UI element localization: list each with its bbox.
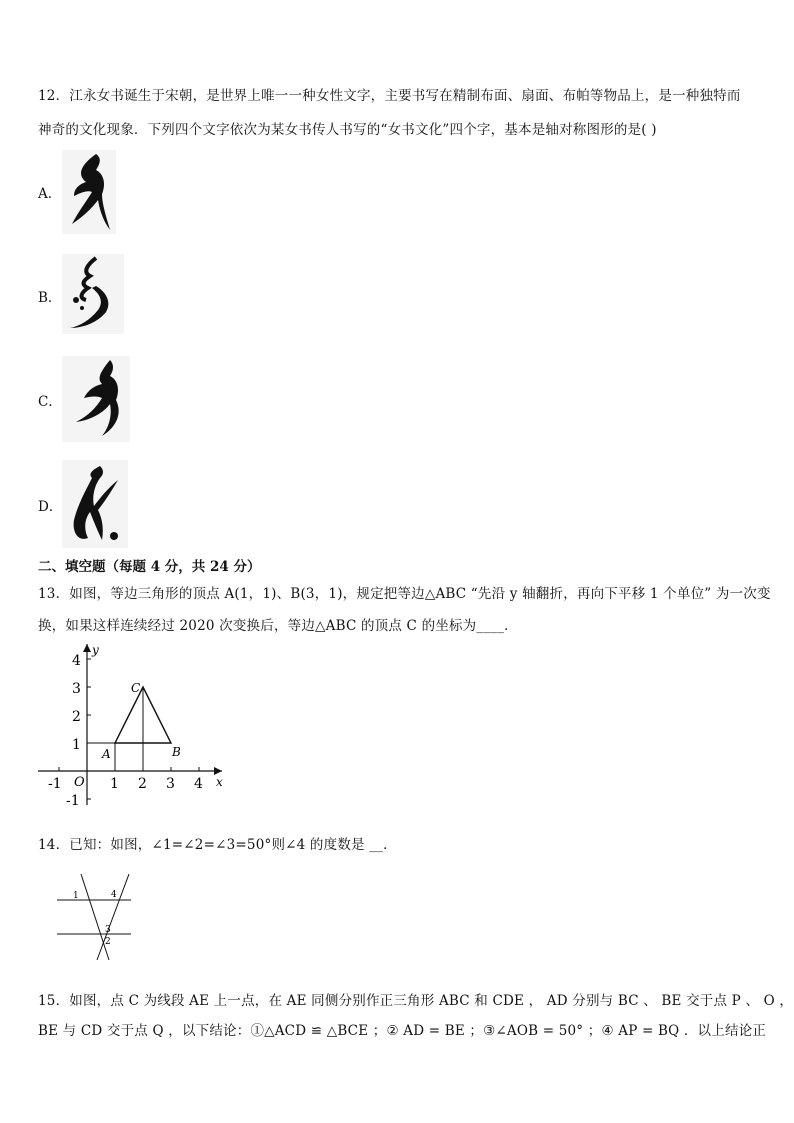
- angle-1-label: 1: [73, 891, 79, 901]
- q15-text-line2: BE 与 CD 交于点 Q ，以下结论：①△ACD ≌ △BCE ；② AD = BE ；③∠AOB = 50° ；④ AP = BQ ．以上结论正: [38, 1023, 767, 1039]
- x-tick-label: -1: [48, 776, 62, 792]
- option-c-calligraphy-image: [62, 356, 130, 442]
- origin-label: O: [74, 775, 85, 790]
- section-fill-in-blank-title: 二、填空题（每题 4 分，共 24 分）: [38, 559, 261, 575]
- q13-coordinate-figure: [30, 640, 230, 812]
- option-a-calligraphy-image: [62, 150, 116, 234]
- x-tick-label: 1: [110, 776, 119, 792]
- x-axis-label: x: [216, 775, 223, 789]
- y-axis-label: y: [92, 643, 99, 657]
- q12-text-line1: 12．江永女书诞生于宋朝，是世界上唯一一种女性文字，主要书写在精制布面、扇面、布帕等物品上，是一种独特而: [38, 88, 741, 104]
- option-d-label: D．: [38, 499, 63, 515]
- option-c-label: C．: [38, 394, 62, 410]
- x-tick-label: 2: [138, 776, 147, 792]
- y-tick-label: 3: [72, 681, 81, 697]
- point-c-label: C: [131, 681, 141, 695]
- option-b-calligraphy-image: [62, 254, 124, 334]
- y-tick-label: 4: [72, 653, 81, 669]
- option-a-label: A．: [38, 186, 62, 202]
- q14-text-line1: 14．已知：如图，∠1=∠2=∠3=50°则∠4 的度数是 __．: [38, 837, 397, 853]
- angle-3-label: 3: [105, 925, 111, 935]
- point-b-label: B: [172, 745, 181, 759]
- point-a-label: A: [102, 747, 111, 761]
- angle-4-label: 4: [111, 890, 117, 900]
- q15-text-line1: 15．如图，点 C 为线段 AE 上一点，在 AE 同侧分别作正三角形 ABC 和 CDE ， AD 分别与 BC 、 BE 交于点 P 、 O ，: [38, 993, 794, 1009]
- option-d-calligraphy-image: [62, 460, 128, 548]
- x-tick-label: 3: [166, 776, 175, 792]
- q13-text-line2: 换，如果这样连续经过 2020 次变换后，等边△ABC 的顶点 C 的坐标为____．: [38, 618, 518, 634]
- y-tick-label: 1: [72, 737, 81, 753]
- q12-text-line2: 神奇的文化现象．下列四个文字依次为某女书传人书写的“女书文化”四个字，基本是轴对称图形的是( ): [38, 122, 657, 138]
- x-tick-label: 4: [194, 776, 203, 792]
- y-tick-label: -1: [66, 793, 80, 809]
- option-b-label: B．: [38, 290, 62, 306]
- q13-text-line1: 13．如图，等边三角形的顶点 A(1，1)、B(3，1)，规定把等边△ABC “先沿 y 轴翻折，再向下平移 1 个单位” 为一次变: [38, 586, 771, 602]
- y-tick-label: 2: [72, 709, 81, 725]
- q14-angle-figure: [55, 870, 135, 962]
- angle-2-label: 2: [105, 937, 111, 947]
